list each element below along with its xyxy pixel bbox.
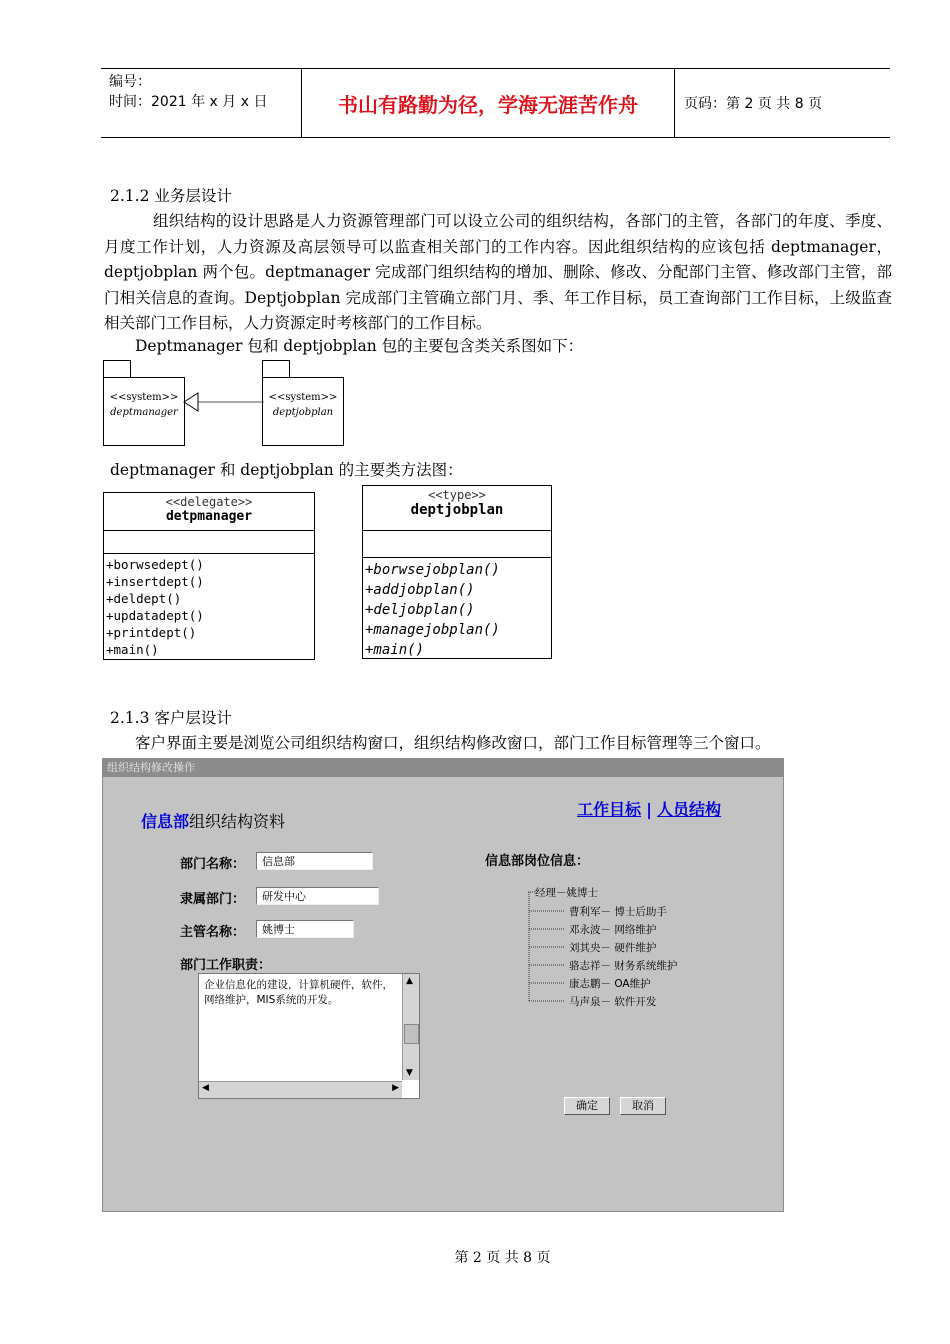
scroll-right-icon[interactable]: ▶ <box>392 1083 399 1093</box>
dependency-arrow <box>180 390 265 416</box>
form-nav-links <box>577 797 721 820</box>
manager-label: 主管名称： <box>180 925 246 940</box>
package-name: deptjobplan <box>272 407 334 418</box>
parent-dept-field[interactable]: 研发中心 <box>256 887 379 905</box>
section-heading-213: 2.1.3 客户层设计 <box>110 709 232 727</box>
package-deptmanager <box>103 377 185 446</box>
tree-item[interactable]: 康志鹏－ OA维护 <box>569 978 651 990</box>
operation: +managejobplan() <box>365 622 500 638</box>
tree-root[interactable]: 经理－姚博士 <box>535 887 598 899</box>
form-title <box>141 809 285 832</box>
section-213-paragraph: 客户界面主要是浏览公司组织结构窗口，组织结构修改窗口，部门工作目标管理等三个窗口。 <box>135 734 771 752</box>
class-name: deptjobplan <box>410 502 504 518</box>
form-title-rest: 组织结构资料 <box>189 812 286 831</box>
tree-lines <box>523 883 573 1008</box>
scroll-thumb[interactable] <box>404 1024 419 1044</box>
cancel-button[interactable]: 取消 <box>620 1097 666 1115</box>
class-name: detpmanager <box>165 509 253 524</box>
tree-item[interactable]: 马声泉－ 软件开发 <box>569 996 657 1008</box>
nav-separator: | <box>646 800 652 819</box>
time-label: 时间：2021 年 x 月 x 日 <box>109 94 268 110</box>
operation: +deldept() <box>106 591 182 606</box>
parent-dept-label: 隶属部门： <box>180 892 246 907</box>
class-stereotype: <<type>> <box>428 488 486 502</box>
duty-text: 企业信息化的建设，计算机硬件，软件，网络维护，MIS系统的开发。 <box>204 979 393 1006</box>
tree-item[interactable]: 骆志祥－ 财务系统维护 <box>569 960 678 972</box>
operation: +main() <box>365 642 425 658</box>
duty-textarea[interactable] <box>198 973 420 1099</box>
staff-structure-link[interactable]: 人员结构 <box>657 800 722 819</box>
package-stereotype: <<system>> <box>268 392 338 403</box>
duty-label: 部门工作职责： <box>180 958 272 973</box>
package-name: deptmanager <box>110 407 178 418</box>
scroll-left-icon[interactable]: ◀ <box>202 1083 209 1093</box>
operation: +main() <box>106 642 159 657</box>
tree-item[interactable]: 曹利军－ 博士后助手 <box>569 906 667 918</box>
class-box-detpmanager <box>103 492 315 660</box>
class-stereotype: <<delegate>> <box>165 495 253 509</box>
operation: +updatadept() <box>106 608 204 623</box>
header-motto: 书山有路勤为径，学海无涯苦作舟 <box>338 93 638 117</box>
operation: +insertdept() <box>106 574 204 589</box>
dept-name-field[interactable]: 信息部 <box>256 852 373 870</box>
work-goals-link[interactable]: 工作目标 <box>577 800 642 819</box>
vertical-scrollbar[interactable] <box>402 974 419 1080</box>
class-operations <box>363 558 551 660</box>
tree-item[interactable]: 邓永波－ 网络维护 <box>569 924 657 936</box>
form-title-dept: 信息部 <box>141 812 190 831</box>
class-intro-text: deptmanager 和 deptjobplan 的主要类方法图： <box>110 461 463 479</box>
page-header <box>101 68 890 138</box>
serial-label: 编号： <box>109 74 151 90</box>
operation: +printdept() <box>106 625 197 640</box>
window-title: 组织结构修改操作 <box>103 759 783 777</box>
operation: +borwsedept() <box>106 557 204 572</box>
page-number-label: 页码：第 2 页 共 8 页 <box>684 96 823 112</box>
package-deptjobplan <box>262 377 344 446</box>
package-tab <box>262 360 290 378</box>
operation: +addjobplan() <box>365 582 475 598</box>
dept-name-label: 部门名称： <box>180 857 246 872</box>
class-operations <box>104 554 314 658</box>
package-tab <box>103 360 131 378</box>
positions-label: 信息部岗位信息： <box>485 854 590 869</box>
page-footer: 第 2 页 共 8 页 <box>454 1250 551 1266</box>
position-tree <box>523 883 723 1013</box>
class-box-deptjobplan <box>362 485 552 659</box>
scroll-down-icon[interactable]: ▼ <box>406 1068 413 1078</box>
section-heading-212: 2.1.2 业务层设计 <box>110 187 232 205</box>
horizontal-scrollbar[interactable] <box>199 1081 402 1098</box>
scroll-up-icon[interactable]: ▲ <box>406 976 413 986</box>
package-intro-text: Deptmanager 包和 deptjobplan 包的主要包含类关系图如下： <box>135 337 584 355</box>
tree-item[interactable]: 刘其央－ 硬件维护 <box>569 942 657 954</box>
operation: +borwsejobplan() <box>365 562 500 578</box>
package-stereotype: <<system>> <box>109 392 179 403</box>
section-212-paragraph: 组织结构的设计思路是人力资源管理部门可以设立公司的组织结构，各部门的主管，各部门的年度、季度、月度工作计划，人力资源及高层领导可以监查相关部门的工作内容。因此组织结构的应该包括 deptmanager，deptjobplan 两个包。deptmanager 完成部门组织结构的增加、删除、修改、分配部门主管、修改部门主管，部门相关信息的查询。Deptjobplan 完成部门主管确立部门月、季、年工作目标，员工查询部门工作目标，上级监查相关部门工作目标，人力资源定时考核部门的工作目标。 <box>104 212 892 332</box>
ok-button[interactable]: 确定 <box>564 1097 610 1115</box>
org-edit-window <box>102 758 784 1212</box>
operation: +deljobplan() <box>365 602 475 618</box>
header-meta <box>109 72 267 140</box>
manager-field[interactable]: 姚博士 <box>256 920 354 938</box>
